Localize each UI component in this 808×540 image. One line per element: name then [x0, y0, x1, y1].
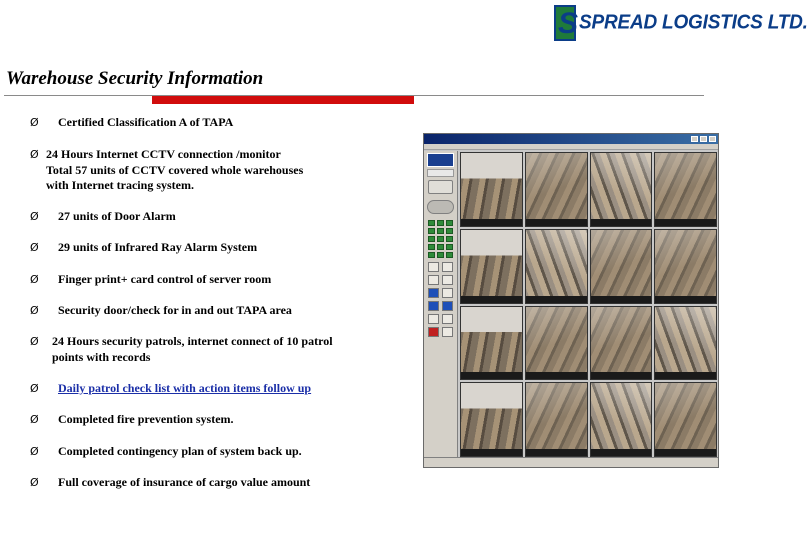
bullet-text: Completed contingency plan of system back up.	[58, 444, 302, 458]
cctv-monitor-screenshot	[423, 133, 719, 468]
page-title: Warehouse Security Information	[6, 68, 264, 89]
camera-select-grid	[428, 220, 453, 258]
bullet-arrow-icon: Ø	[30, 335, 39, 348]
logo-mark-icon	[554, 5, 579, 41]
bullet-text: 29 units of Infrared Ray Alarm System	[58, 240, 258, 254]
logo-text: SPREAD LOGISTICS LTD.	[579, 11, 808, 34]
monitor-control-panel	[424, 151, 458, 467]
bullet-arrow-icon: Ø	[30, 304, 39, 317]
camera-feed	[590, 306, 653, 381]
view-buttons	[428, 262, 453, 337]
company-logo	[554, 4, 808, 42]
bullet-item	[30, 412, 234, 428]
camera-feed	[460, 152, 523, 227]
bullet-item	[30, 334, 333, 365]
camera-feed	[525, 229, 588, 304]
bullet-item	[30, 209, 176, 225]
bullet-text: Completed fire prevention system.	[58, 412, 234, 426]
camera-feed	[525, 152, 588, 227]
bullet-text: Certified Classification A of TAPA	[58, 115, 234, 129]
bullet-arrow-icon: Ø	[30, 210, 39, 223]
camera-feed	[525, 306, 588, 381]
title-accent-bar	[152, 96, 414, 104]
bullet-arrow-icon: Ø	[30, 413, 39, 426]
logo-mark-letter: S	[558, 7, 579, 40]
bullet-item	[30, 303, 292, 319]
bullet-arrow-icon: Ø	[30, 382, 39, 395]
bullet-text: 27 units of Door Alarm	[58, 209, 176, 223]
bullet-item	[30, 115, 233, 131]
minimize-icon	[691, 136, 698, 142]
bullet-item	[30, 444, 302, 460]
camera-feed	[590, 152, 653, 227]
control-dial	[427, 200, 454, 214]
camera-feed	[460, 306, 523, 381]
bullet-arrow-icon: Ø	[30, 148, 39, 161]
monitor-titlebar	[424, 134, 718, 144]
bullet-arrow-icon: Ø	[30, 116, 39, 129]
bullet-arrow-icon: Ø	[30, 476, 39, 489]
camera-feed	[460, 382, 523, 457]
bullet-arrow-icon: Ø	[30, 273, 39, 286]
bullet-text: Finger print+ card control of server room	[58, 272, 272, 286]
camera-feed	[654, 382, 717, 457]
close-icon	[709, 136, 716, 142]
camera-feed	[590, 229, 653, 304]
camera-grid	[458, 151, 718, 457]
camera-feed	[525, 382, 588, 457]
monitor-body	[424, 151, 718, 467]
camera-feed	[654, 306, 717, 381]
monitor-statusbar	[424, 457, 718, 467]
bullet-text: 24 Hours Internet CCTV connection /monitor Total 57 units of CCTV covered whole warehouses with Internet tracing system.	[46, 147, 304, 192]
bullet-text: 24 Hours security patrols, internet connect of 10 patrol points with records	[52, 334, 333, 364]
bullet-item	[30, 147, 303, 194]
bullet-text: Security door/check for in and out TAPA area	[58, 303, 292, 317]
camera-feed	[460, 229, 523, 304]
camera-feed	[654, 229, 717, 304]
camera-feed	[654, 152, 717, 227]
daily-patrol-link[interactable]: Daily patrol check list with action items follow up	[58, 381, 312, 395]
software-logo	[427, 153, 454, 167]
bullet-text: Full coverage of insurance of cargo value amount	[58, 475, 311, 489]
bullet-item	[30, 240, 257, 256]
monitor-menubar	[424, 144, 718, 150]
bullet-item	[30, 272, 271, 288]
bullet-item	[30, 381, 311, 397]
bullet-item	[30, 475, 310, 491]
bullet-arrow-icon: Ø	[30, 445, 39, 458]
software-banner	[427, 169, 454, 177]
camera-feed	[590, 382, 653, 457]
control-button	[428, 180, 453, 194]
bullet-arrow-icon: Ø	[30, 241, 39, 254]
maximize-icon	[700, 136, 707, 142]
